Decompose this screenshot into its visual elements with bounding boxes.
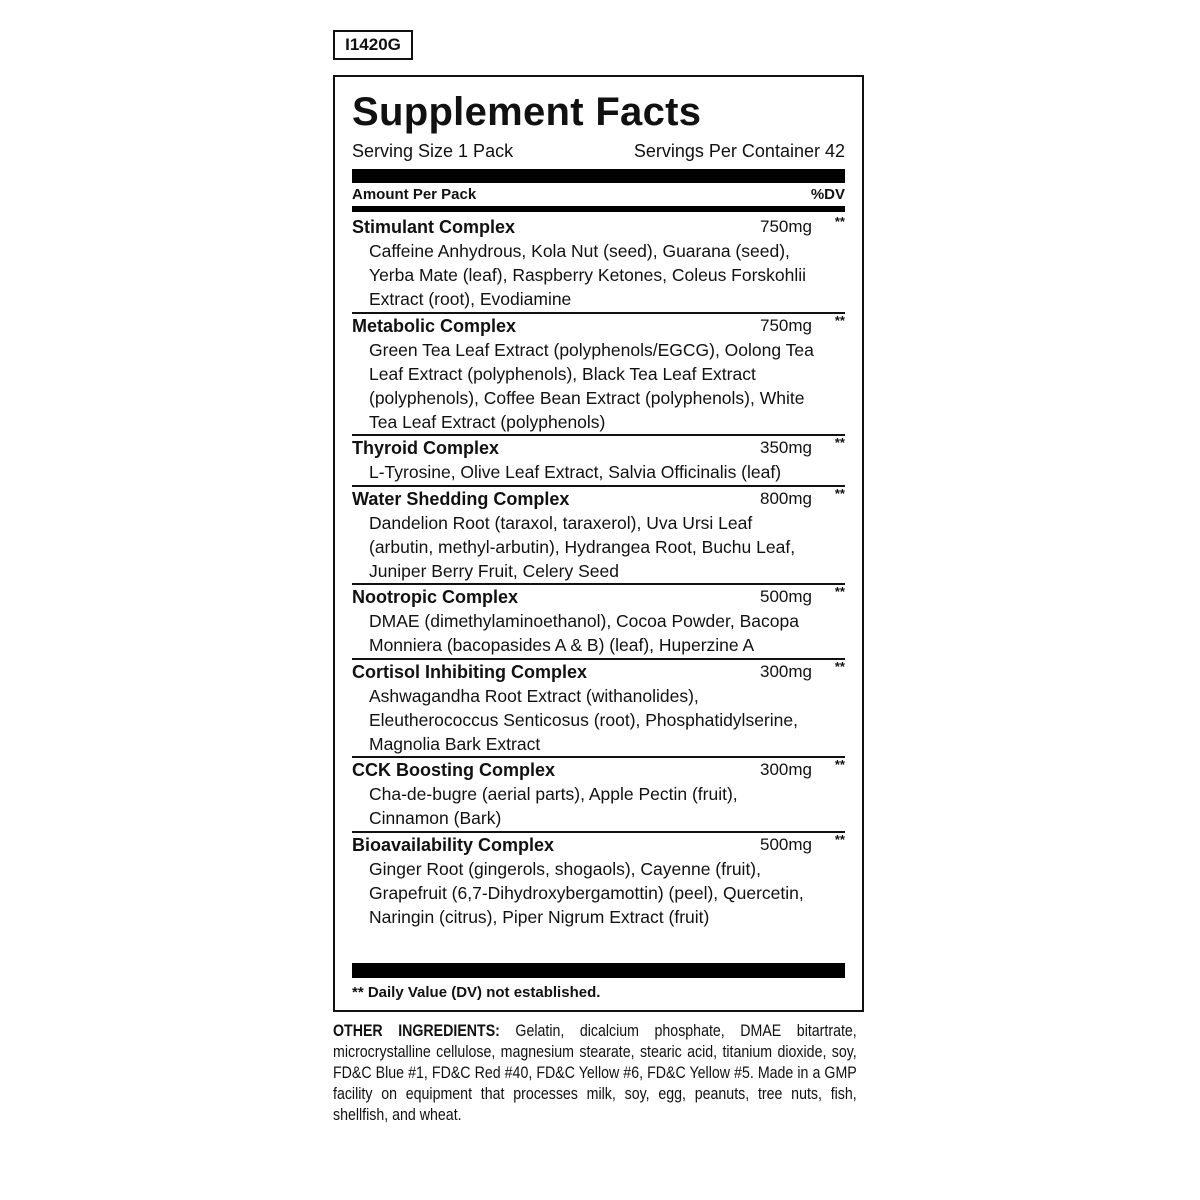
ingredient-description: DMAE (dimethylaminoethanol), Cocoa Powder, Bacopa Monniera (bacopasides A & B) (leaf), Huperzine A — [369, 611, 799, 656]
ingredient-row — [352, 436, 845, 486]
ingredient-name: Cortisol Inhibiting Complex — [352, 661, 587, 682]
ingredient-header — [352, 436, 845, 460]
ingredient-dv: ** — [834, 214, 845, 229]
medium-divider — [352, 206, 845, 212]
thick-divider-bottom — [352, 963, 845, 978]
ingredient-amount: 500mg — [760, 834, 812, 854]
serving-size: Serving Size 1 Pack — [352, 141, 514, 161]
ingredient-name: Bioavailability Complex — [352, 834, 555, 855]
supplement-facts-panel — [333, 75, 864, 1012]
ingredient-description: Green Tea Leaf Extract (polyphenols/EGCG), Oolong Tea Leaf Extract (polyphenols), Black Tea Leaf Extract (polyphenols), Coffee Bean Extract (polyphenols), White Tea Leaf Extract (polyphenols) — [369, 339, 814, 433]
ingredient-header — [352, 585, 845, 609]
servings-per-container: Servings Per Container 42 — [633, 141, 845, 161]
ingredient-description: Cha-de-bugre (aerial parts), Apple Pectin (fruit), Cinnamon (Bark) — [369, 784, 738, 829]
ingredient-row — [352, 833, 845, 930]
ingredient-amount: 500mg — [760, 587, 812, 607]
ingredient-name: Metabolic Complex — [352, 315, 517, 336]
dv-footnote: ** Daily Value (DV) not established. — [352, 984, 601, 1001]
ingredient-row — [352, 660, 845, 759]
ingredient-name: Thyroid Complex — [352, 438, 500, 459]
ingredient-row — [352, 585, 845, 659]
ingredient-description: Caffeine Anhydrous, Kola Nut (seed), Guarana (seed), Yerba Mate (leaf), Raspberry Ketones, Coleus Forskohlii Extract (root), Evodiamine — [369, 241, 807, 310]
ingredient-description: Ginger Root (gingerols, shogaols), Cayenne (fruit), Grapefruit (6,7-Dihydroxybergamottin) (peel), Quercetin, Naringin (citrus), Piper Nigrum Extract (fruit) — [369, 858, 804, 928]
ingredient-list — [352, 215, 845, 929]
ingredient-amount: 750mg — [760, 217, 812, 236]
ingredient-name: Water Shedding Complex — [352, 488, 570, 509]
ingredient-name: Stimulant Complex — [352, 217, 516, 237]
ingredient-dv: ** — [834, 757, 845, 773]
ingredient-dv: ** — [834, 435, 845, 451]
panel-title: Supplement Facts — [352, 90, 702, 134]
ingredient-row — [352, 758, 845, 832]
ingredient-description: L-Tyrosine, Olive Leaf Extract, Salvia Officinalis (leaf) — [369, 462, 782, 483]
ingredient-header — [352, 758, 845, 782]
ingredient-dv: ** — [834, 658, 845, 674]
ingredient-description: Ashwagandha Root Extract (withanolides), Eleutherococcus Senticosus (root), Phosphatidylserine, Magnolia Bark Extract — [369, 685, 798, 755]
product-code: I1420G — [333, 30, 413, 60]
ingredient-header — [352, 487, 845, 511]
ingredient-header — [352, 660, 845, 684]
ingredient-row — [352, 314, 845, 437]
other-ingredients-text: Gelatin, dicalcium phosphate, DMAE bitartrate, microcrystalline cellulose, magnesium stearate, stearic acid, titanium dioxide, soy, FD&C Blue #1, FD&C Red #40, FD&C Yellow #6, FD&C Yellow #5. Made in a GMP facility on equipment that processes milk, soy, egg, peanuts, tree nuts, fish, shellfish, and wheat. — [333, 1022, 857, 1124]
ingredient-dv: ** — [834, 312, 845, 328]
amount-per-pack-label: Amount Per Pack — [352, 186, 477, 203]
amount-header-row — [352, 184, 845, 206]
other-ingredients-label: OTHER INGREDIENTS: — [333, 1022, 500, 1040]
ingredient-row — [352, 215, 845, 314]
ingredient-amount: 800mg — [760, 488, 812, 508]
ingredient-header — [352, 215, 845, 239]
ingredient-amount: 350mg — [760, 438, 812, 458]
other-ingredients — [333, 1021, 857, 1126]
serving-info — [352, 141, 845, 165]
thick-divider-top — [352, 169, 845, 183]
ingredient-header — [352, 833, 845, 857]
ingredient-description: Dandelion Root (taraxol, taraxerol), Uva Ursi Leaf (arbutin, methyl-arbutin), Hydrangea Root, Buchu Leaf, Juniper Berry Fruit, Celery Seed — [369, 512, 796, 582]
dv-header-label: %DV — [810, 186, 845, 203]
ingredient-name: CCK Boosting Complex — [352, 760, 556, 781]
ingredient-header — [352, 314, 845, 338]
ingredient-amount: 750mg — [760, 315, 812, 335]
ingredient-name: Nootropic Complex — [352, 587, 519, 608]
ingredient-row — [352, 487, 845, 586]
ingredient-dv: ** — [834, 831, 845, 847]
ingredient-dv: ** — [834, 584, 845, 600]
ingredient-amount: 300mg — [760, 760, 812, 780]
ingredient-amount: 300mg — [760, 661, 812, 681]
ingredient-dv: ** — [834, 485, 845, 501]
